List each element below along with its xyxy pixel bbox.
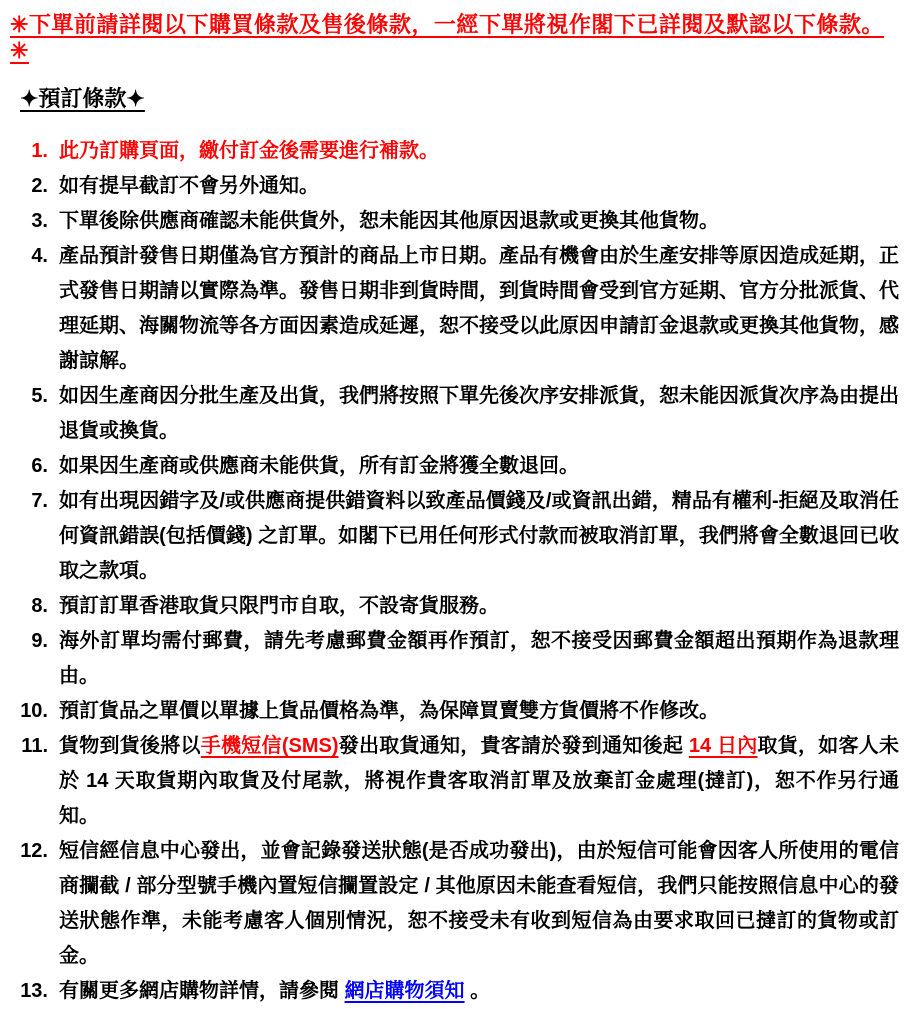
term-text [59, 169, 899, 204]
highlight-red-text: 14 日內 [688, 735, 758, 757]
term-number: 11. [21, 735, 48, 757]
term-number: 10. [20, 700, 48, 722]
term-text-segment: 貨物到貨後將以 [59, 735, 201, 757]
term-text [59, 589, 899, 624]
term-text [59, 834, 899, 974]
term-text [59, 729, 899, 834]
term-text-segment: 如有出現因錯字及/或供應商提供錯資料以致產品價錢及/或資訊出錯，精品有權利-拒絕及取消任何資訊錯誤(包括價錢) 之訂單。如閣下已用任何形式付款而被取消訂單，我們將會全數退回已收取之款項。 [59, 490, 899, 582]
term-text [59, 449, 899, 484]
term-item [10, 834, 899, 974]
term-item [10, 449, 899, 484]
term-item [10, 624, 899, 694]
term-text-segment: 如因生產商因分批生產及出貨，我們將按照下單先後次序安排派貨，恕未能因派貨次序為由提出退貨或換貨。 [59, 385, 899, 442]
term-number: 8. [31, 595, 48, 617]
term-number: 13. [20, 980, 48, 1002]
term-text-segment: 發出取貨通知，貴客請於發到通知後起 [338, 735, 689, 757]
term-text-segment: 下單後除供應商確認未能供貨外，恕未能因其他原因退款或更換其他貨物。 [59, 210, 719, 232]
term-text [59, 484, 899, 589]
term-item [10, 694, 899, 729]
term-text-segment: 此乃訂購頁面，繳付訂金後需要進行補款。 [59, 140, 439, 162]
term-item [10, 974, 899, 1009]
term-text-segment: 有關更多網店購物詳情，請參閱 [59, 980, 345, 1002]
term-text-segment: 預訂訂單香港取貨只限門市自取，不設寄貨服務。 [59, 595, 499, 617]
term-text-segment: 產品預計發售日期僅為官方預計的商品上市日期。產品有機會由於生產安排等原因造成延期，正式發售日期請以實際為準。發售日期非到貨時間，到貨時間會受到官方延期、官方分批派貨、代理延期、海關物流等各方面因素造成延遲，恕不接受以此原因申請訂金退款或更換其他貨物，感謝諒解。 [59, 245, 899, 372]
term-text [59, 134, 899, 169]
term-text [59, 694, 899, 729]
term-item [10, 729, 899, 834]
highlight-red-text: 手機短信(SMS) [200, 735, 339, 757]
term-text-segment: 預訂貨品之單價以單據上貨品價格為準，為保障買賣雙方貨價將不作修改。 [59, 700, 719, 722]
term-text [59, 974, 899, 1009]
term-item [10, 134, 899, 169]
term-text-segment: 如果因生產商或供應商未能供貨，所有訂金將獲全數退回。 [59, 455, 579, 477]
term-number: 4. [31, 245, 48, 267]
term-text-segment: 短信經信息中心發出，並會記錄發送狀態(是否成功發出)，由於短信可能會因客人所使用的電信商攔截 / 部分型號手機內置短信攔置設定 / 其他原因未能查看短信，我們只能按照信息中心的發送狀態作準，未能考慮客人個別情況，恕不接受未有收到短信為由要求取回已撻訂的貨物或訂金。 [59, 840, 899, 967]
term-text-segment: 如有提早截訂不會另外通知。 [59, 175, 319, 197]
term-item [10, 589, 899, 624]
term-item [10, 204, 899, 239]
term-text [59, 239, 899, 379]
section-title-row [10, 86, 899, 112]
term-number: 2. [31, 175, 48, 197]
term-item [10, 379, 899, 449]
term-number: 12. [20, 840, 48, 862]
term-item [10, 239, 899, 379]
term-text-segment: 取貨，如客人未於 14 天取貨期內取貨及付尾款，將視作貴客取消訂單及放棄訂金處理(撻訂)，恕不作另行通知。 [59, 735, 900, 827]
terms-list [10, 134, 899, 1009]
term-number: 5. [31, 385, 48, 407]
term-text-segment: 。 [464, 980, 491, 1002]
term-text [59, 204, 899, 239]
term-text [59, 379, 899, 449]
term-number: 1. [31, 140, 48, 162]
term-number: 3. [31, 210, 48, 232]
term-item [10, 484, 899, 589]
term-number: 6. [31, 455, 48, 477]
term-item [10, 169, 899, 204]
term-text-segment: 海外訂單均需付郵費，請先考慮郵費金額再作預訂，恕不接受因郵費金額超出預期作為退款理由。 [59, 630, 899, 687]
store-shopping-notice-link[interactable]: 網店購物須知 [344, 980, 465, 1002]
term-text [59, 624, 899, 694]
term-number: 9. [31, 630, 48, 652]
pre-order-warning-header: ✳下單前請詳閱以下購買條款及售後條款，一經下單將視作閣下已詳閱及默認以下條款。✳ [10, 12, 884, 63]
section-title: ✦預訂條款✦ [20, 86, 145, 111]
term-number: 7. [31, 490, 48, 512]
